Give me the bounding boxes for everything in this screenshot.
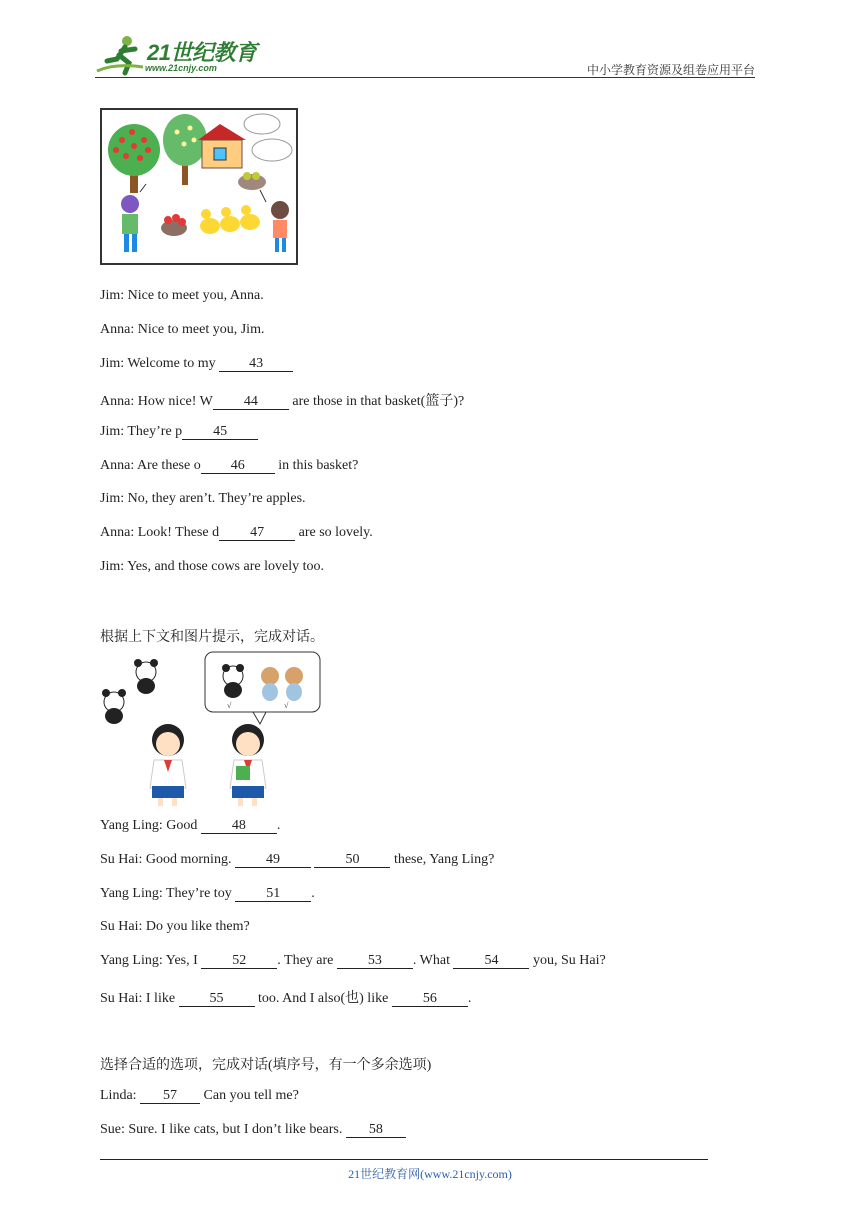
line-text: are so lovely. <box>298 525 373 540</box>
line-text: Su Hai: Good morning. <box>100 852 235 867</box>
blank-52[interactable]: 52 <box>201 954 277 969</box>
line-text: Sue: Sure. I like cats, but I don’t like bears. <box>100 1122 346 1137</box>
dialogue-line <box>100 458 358 474</box>
line-text: Anna: Are these o <box>100 458 201 473</box>
logo-url: www.21cnjy.com <box>145 63 217 73</box>
blank-54[interactable]: 54 <box>453 954 529 969</box>
footer-divider <box>100 1159 708 1160</box>
line-text: Jim: No, they aren’t. They’re apples. <box>100 491 306 506</box>
line-text: these, Yang Ling? <box>393 852 495 867</box>
dialogue-line <box>100 886 315 902</box>
dialogue-line <box>100 356 293 372</box>
line-text: you, Su Hai? <box>532 953 606 968</box>
dialogue-line <box>100 491 306 507</box>
line-text: Su Hai: Do you like them? <box>100 919 250 934</box>
section-instruction: 选择合适的选项，完成对话(填序号，有一个多余选项) <box>100 1058 432 1073</box>
site-logo <box>95 33 265 77</box>
blank-43[interactable]: 43 <box>219 357 293 372</box>
blank-49[interactable]: 49 <box>235 853 311 868</box>
line-text: . They are <box>277 953 337 968</box>
children-toys-illustration <box>98 648 328 808</box>
line-text: Jim: Nice to meet you, Anna. <box>100 288 264 303</box>
blank-48[interactable]: 48 <box>201 819 277 834</box>
line-text: Yang Ling: Good <box>100 818 201 833</box>
blank-45[interactable]: 45 <box>182 425 258 440</box>
logo-text: 21世纪教育 <box>147 40 257 65</box>
line-text: . What <box>412 953 454 968</box>
dialogue-line <box>100 987 471 1007</box>
header-divider <box>95 77 755 78</box>
dialogue-line <box>100 559 324 575</box>
line-text: . <box>311 886 315 901</box>
dialogue-line <box>100 919 250 935</box>
runner-logo-icon <box>95 33 147 77</box>
svg-text:√: √ <box>284 701 289 710</box>
farm-scene-illustration <box>100 108 298 265</box>
blank-53[interactable]: 53 <box>337 954 413 969</box>
dialogue-line <box>100 818 280 834</box>
blank-46[interactable]: 46 <box>201 459 275 474</box>
dialogue-line <box>100 322 264 338</box>
line-text: Yang Ling: They’re toy <box>100 886 236 901</box>
panda-icon <box>134 659 158 694</box>
blank-58[interactable]: 58 <box>346 1123 406 1138</box>
line-text: Can you tell me? <box>203 1088 299 1103</box>
dialogue-line <box>100 390 464 410</box>
blank-44[interactable]: 44 <box>213 395 289 410</box>
blank-47[interactable]: 47 <box>219 526 295 541</box>
dialogue-line <box>100 288 264 304</box>
dialogue-line <box>100 1088 299 1104</box>
line-text: Su Hai: I like <box>100 991 179 1006</box>
line-text: Anna: Nice to meet you, Jim. <box>100 322 265 337</box>
line-text: Jim: Welcome to my <box>100 356 220 371</box>
line-text: Linda: <box>100 1088 141 1103</box>
panda-icon <box>102 689 126 724</box>
page-footer: 21世纪教育网(www.21cnjy.com) <box>348 1167 512 1181</box>
page-header <box>95 33 755 79</box>
blank-50[interactable]: 50 <box>314 853 390 868</box>
section-instruction: 根据上下文和图片提示，完成对话。 <box>100 630 324 645</box>
line-text: in this basket? <box>278 458 359 473</box>
blank-57[interactable]: 57 <box>140 1089 200 1104</box>
line-text: too. And I also(也) like <box>258 991 392 1006</box>
dialogue-line <box>100 1122 406 1138</box>
svg-text:√: √ <box>227 701 232 710</box>
line-text: . <box>276 818 281 833</box>
dialogue-line <box>100 525 373 541</box>
line-text: Jim: They’re p <box>100 424 183 439</box>
line-text: Yang Ling: Yes, I <box>100 953 202 968</box>
dialogue-line <box>100 852 494 868</box>
blank-55[interactable]: 55 <box>179 992 255 1007</box>
blank-51[interactable]: 51 <box>235 887 311 902</box>
line-text: are those in that basket(篮子)? <box>292 394 465 409</box>
line-text: Jim: Yes, and those cows are lovely too. <box>100 559 324 574</box>
line-text: . <box>467 991 472 1006</box>
platform-name: 中小学教育资源及组卷应用平台 <box>586 63 755 77</box>
blank-56[interactable]: 56 <box>392 992 468 1007</box>
line-text: Anna: How nice! W <box>100 394 213 409</box>
line-text: Anna: Look! These d <box>100 525 220 540</box>
dialogue-line <box>100 424 258 440</box>
dialogue-line <box>100 953 606 969</box>
